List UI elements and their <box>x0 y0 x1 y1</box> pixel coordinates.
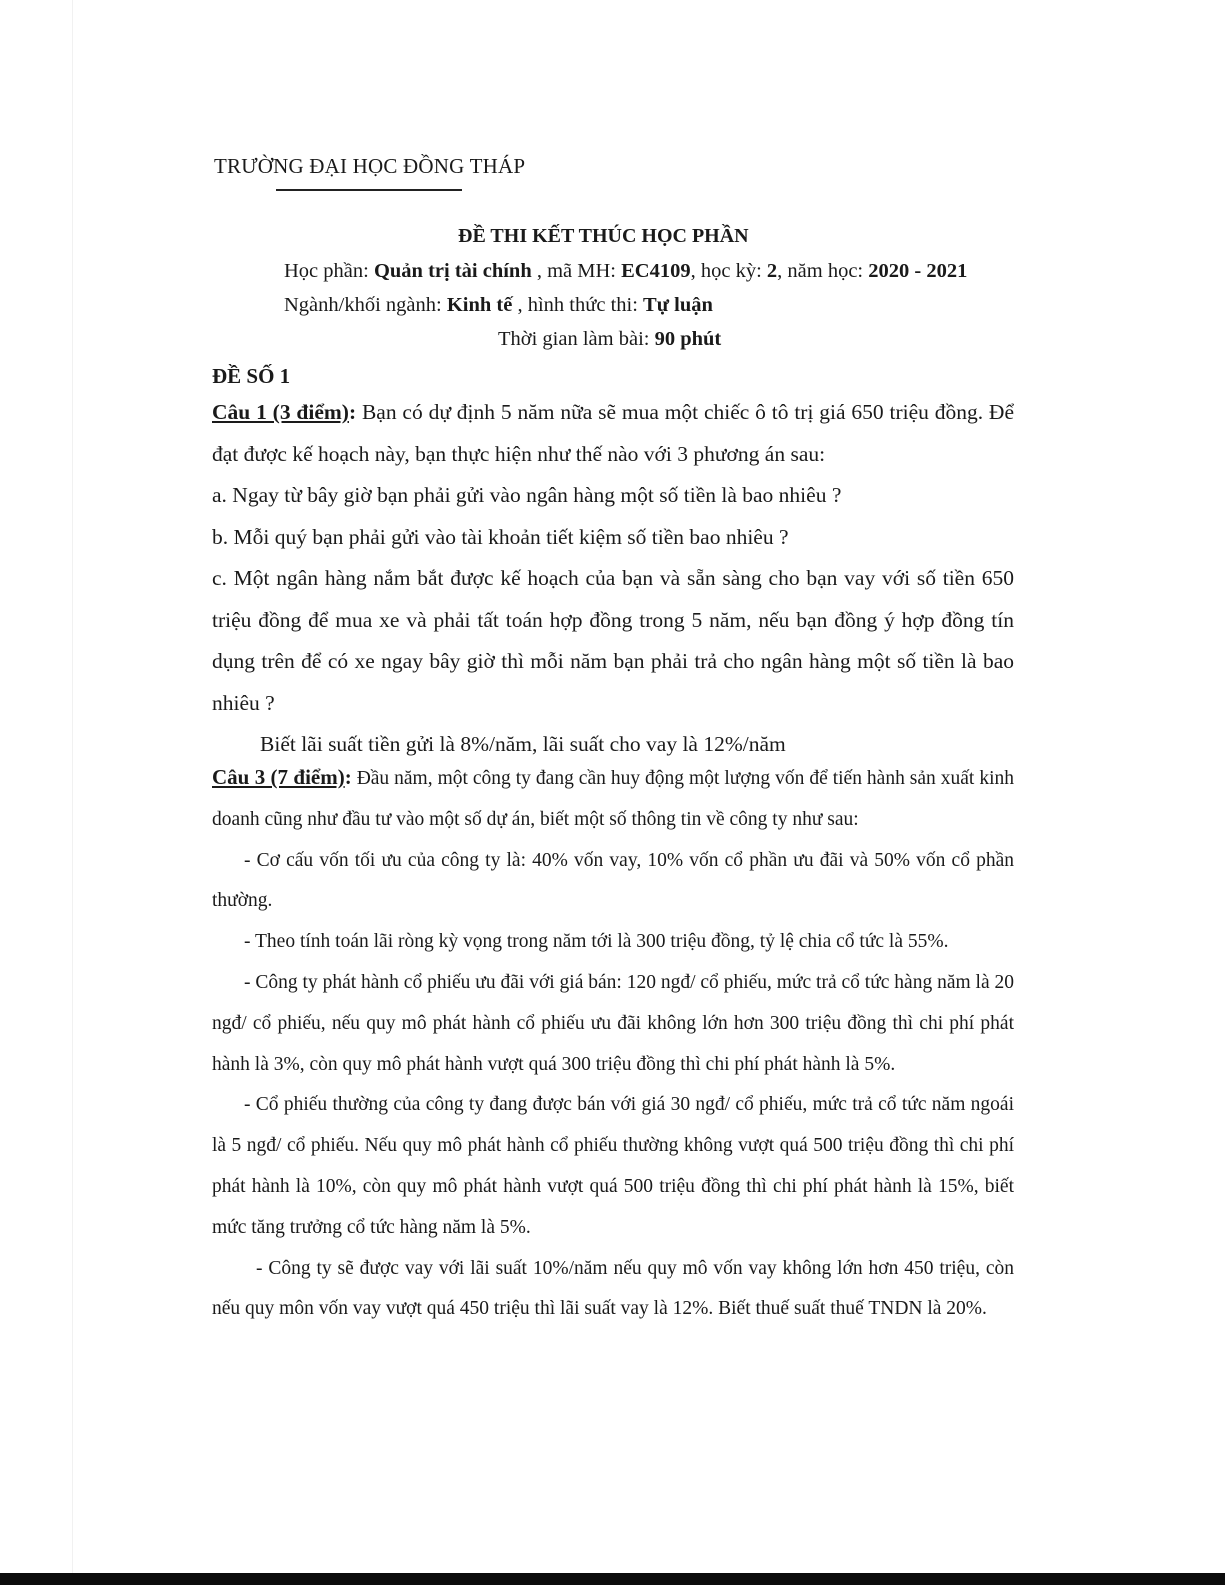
question-1-text: Bạn có dự định 5 năm nữa sẽ mua một chiếc ô tô trị giá 650 triệu đồng. Để đạt được kế hoạch này, bạn thực hiện như thế nào với 3 phương án sau: <box>212 400 1014 466</box>
semester-value: 2 <box>766 260 778 282</box>
subject-value: Quản trị tài chính <box>373 260 532 282</box>
question-1-note: Biết lãi suất tiền gửi là 8%/năm, lãi suất cho vay là 12%/năm <box>260 732 786 756</box>
question-1-heading: Câu 1 (3 điểm) <box>212 400 349 424</box>
time-info-line <box>498 328 721 351</box>
question-1-option-b: b. Mỗi quý bạn phải gửi vào tài khoản tiết kiệm số tiền bao nhiêu ? <box>212 524 789 549</box>
question-3-heading: Câu 3 (7 điểm) <box>212 765 345 789</box>
question-3 <box>212 757 1014 1330</box>
course-info-line <box>284 260 967 283</box>
major-label: Ngành/khối ngành: <box>284 294 447 316</box>
question-3-paragraph-3: - Công ty phát hành cổ phiếu ưu đãi với giá bán: 120 ngđ/ cổ phiếu, mức trả cổ tức hàng năm là 20 ngđ/ cổ phiếu, nếu quy mô phát hành cổ phiếu ưu đãi không lớn hơn 300 triệu đồng thì chi phí phát hành là 3%, còn quy mô phát hành vượt quá 300 triệu đồng thì chi phí phát hành là 5%. <box>212 971 1014 1075</box>
year-value: 2020 - 2021 <box>868 260 968 282</box>
code-label: , mã MH: <box>531 260 622 282</box>
question-1-colon: : <box>348 400 357 424</box>
form-label: , hình thức thi: <box>512 294 644 316</box>
major-info-line <box>284 294 713 317</box>
scan-edge <box>72 0 73 1585</box>
question-3-paragraph-1: - Cơ cấu vốn tối ưu của công ty là: 40% vốn vay, 10% vốn cổ phần ưu đãi và 50% vốn cổ phần thường. <box>212 849 1014 912</box>
semester-label: , học kỳ: <box>690 260 767 282</box>
exam-number: ĐỀ SỐ 1 <box>212 364 291 388</box>
question-1-option-c: c. Một ngân hàng nắm bắt được kế hoạch của bạn và sẵn sàng cho bạn vay với số tiền 650 triệu đồng để mua xe và phải tất toán hợp đồng trong 5 năm, nếu bạn đồng ý hợp đồng tín dụng trên để có xe ngay bây giờ thì mỗi năm bạn phải trả cho ngân hàng một số tiền là bao nhiêu ? <box>212 566 1014 715</box>
form-value: Tự luận <box>643 294 713 316</box>
question-1-option-a: a. Ngay từ bây giờ bạn phải gửi vào ngân hàng một số tiền là bao nhiêu ? <box>212 483 842 507</box>
exam-title: ĐỀ THI KẾT THÚC HỌC PHẦN <box>458 225 749 247</box>
major-value: Kinh tế <box>446 294 513 316</box>
code-value: EC4109 <box>621 260 691 282</box>
question-3-paragraph-4: - Cổ phiếu thường của công ty đang được bán với giá 30 ngđ/ cổ phiếu, mức trả cổ tức năm ngoái là 5 ngđ/ cổ phiếu. Nếu quy mô phát hành cổ phiếu thường không vượt quá 500 triệu đồng thì chi phí phát hành là 10%, còn quy mô phát hành vượt quá 500 triệu đồng thì chi phí phát hành là 15%, biết mức tăng trưởng cổ tức hàng năm là 5%. <box>212 1094 1014 1238</box>
time-value: 90 phút <box>654 328 722 350</box>
year-label: , năm học: <box>777 260 869 282</box>
question-3-text: Đầu năm, một công ty đang cần huy động một lượng vốn để tiến hành sản xuất kinh doanh cũng như đầu tư vào một số dự án, biết một số thông tin về công ty như sau: <box>212 768 1014 830</box>
question-3-colon: : <box>344 765 352 789</box>
time-label: Thời gian làm bài: <box>498 328 655 350</box>
question-1 <box>212 392 1014 766</box>
scan-bottom-edge <box>0 1573 1225 1585</box>
question-3-paragraph-5: - Công ty sẽ được vay với lãi suất 10%/năm nếu quy mô vốn vay không lớn hơn 450 triệu, còn nếu quy môn vốn vay vượt quá 450 triệu thì lãi suất vay là 12%. Biết thuế suất thuế TNDN là 20%. <box>212 1257 1014 1320</box>
subject-label: Học phần: <box>284 260 374 282</box>
school-name: TRƯỜNG ĐẠI HỌC ĐỒNG THÁP <box>214 154 526 178</box>
school-underline <box>276 189 462 191</box>
question-3-paragraph-2: - Theo tính toán lãi ròng kỳ vọng trong năm tới là 300 triệu đồng, tỷ lệ chia cổ tức là 55%. <box>244 931 949 953</box>
question-3-intro <box>212 757 1014 841</box>
question-1-intro <box>212 392 1014 475</box>
